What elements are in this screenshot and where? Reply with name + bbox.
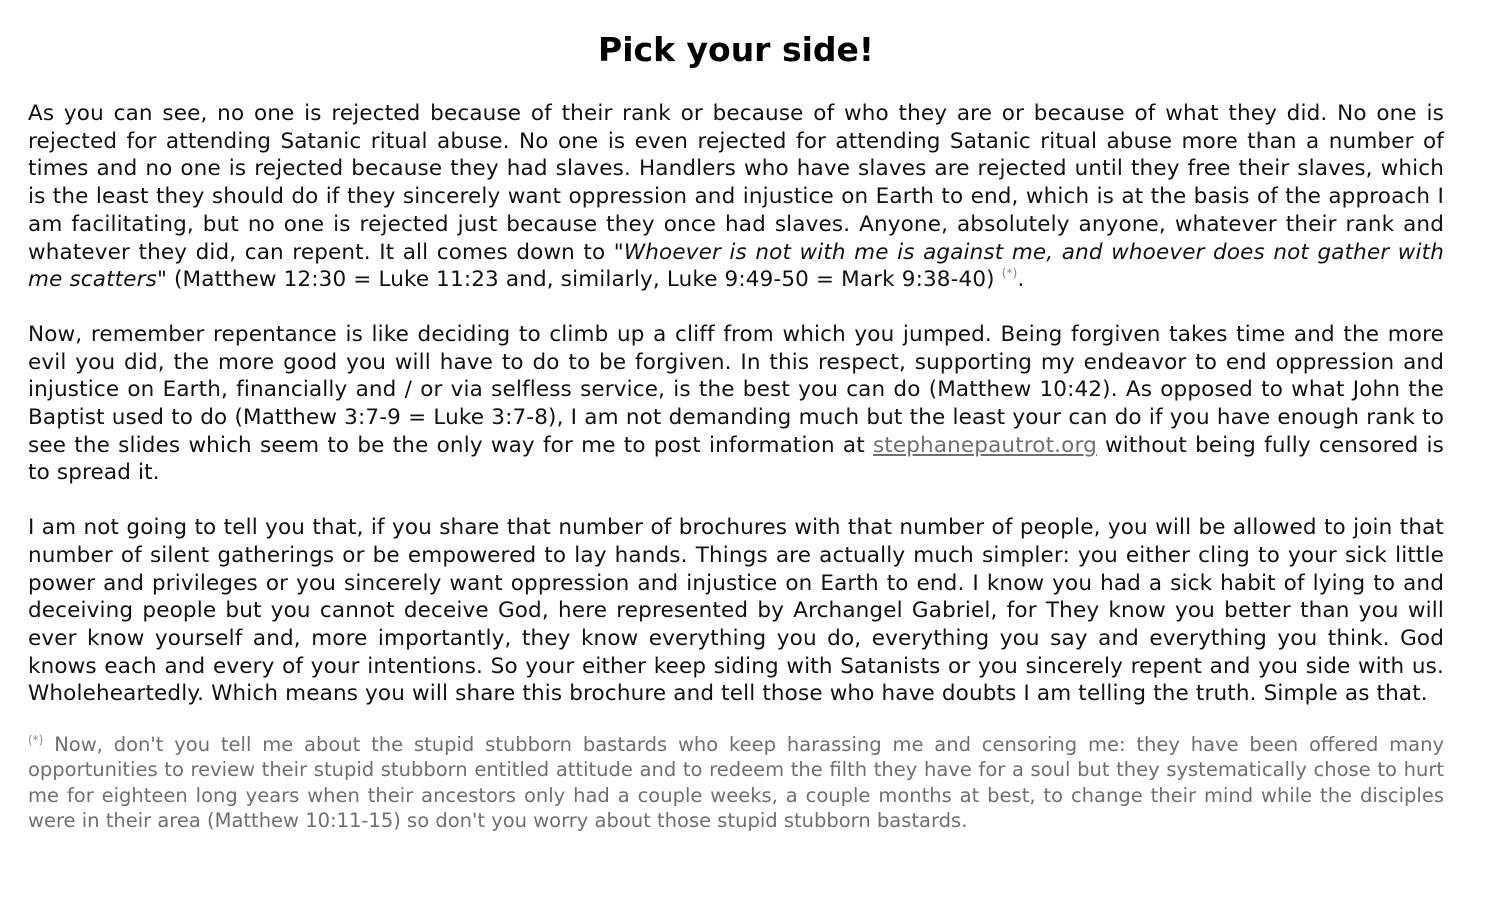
bible-quote: "Whoever is not with me is against me, and whoever does not gather with me scatters" [28, 239, 1444, 293]
paragraph-rejection [28, 100, 1444, 294]
paragraph-text: (Matthew 12:30 = Luke 11:23 and, similarly, Luke 9:49-50 = Mark 9:38-40) [167, 267, 1002, 293]
paragraph-choice [28, 514, 1444, 708]
website-link[interactable]: stephanepautrot.org [872, 432, 1097, 458]
footnote [28, 732, 1444, 833]
page-title: Pick your side! [598, 30, 874, 69]
paragraph-text: . [1017, 267, 1025, 293]
footnote-text: Now, don't you tell me about the stupid stubborn bastards who keep harassing me and censoring me: they have been offered many opportunities to review their stupid stubborn entitled attitude and to redeem the filth they have for a soul but they systematically chose to hurt me for eighteen long years when their ancestors only had a couple weeks, a couple months at best, to change their mind while the disciples were in their area (Matthew 10:11-15) so don't you worry about those stupid stubborn bastards. [28, 733, 1444, 832]
paragraph-text: As you can see, no one is rejected because of their rank or because of who they are or because of what they did. No one is rejected for attending Satanic ritual abuse. No one is even rejected for attending Satanic ritual abuse more than a number of times and no one is rejected because they had slaves. Handlers who have slaves are rejected until they free their slaves, which is the least they should do if they sincerely want oppression and injustice on Earth to end, which is at the basis of the approach I am facilitating, but no one is rejected just because they once had slaves. Anyone, absolutely anyone, whatever their rank and whatever they did, can repent. It all comes down to [28, 101, 1444, 265]
footnote-marker: (*) [28, 733, 44, 748]
paragraph-text: I am not going to tell you that, if you share that number of brochures with that number of people, you will be allowed to join that number of silent gatherings or be empowered to lay hands. Things are actually much simpler: you either cling to your sick little power and privileges or you sincerely want oppression and injustice on Earth to end. I know you had a sick habit of lying to and deceiving people but you cannot deceive God, here represented by Archangel Gabriel, for They know you better than you will ever know yourself and, more importantly, they know everything you do, everything you say and everything you think. God knows each and every of your intentions. So your either keep siding with Satanists or you sincerely repent and you side with us. Wholeheartedly. Which means you will share this brochure and tell those who have doubts I am telling the truth. Simple as that. [28, 515, 1444, 707]
paragraph-repentance [28, 321, 1444, 487]
paragraph-text: Now, remember repentance is like deciding to climb up a cliff from which you jumped. Being forgiven takes time and the more evil you did, the more good you will have to do to be forgiven. In this respect, supporting my endeavor to end oppression and injustice on Earth, financially and / or via selfless service, is the best you can do (Matthew 10:42). As opposed to what John the Baptist used to do (Matthew 3:7-9 = Luke 3:7-8), I am not demanding much but the least your can do if you have enough rank to see the slides which seem to be the only way for me to post information at [28, 321, 1444, 458]
footnote-marker[interactable]: (*) [1001, 266, 1018, 281]
paragraph-text: without being fully censored is to spread it. [28, 432, 1444, 486]
